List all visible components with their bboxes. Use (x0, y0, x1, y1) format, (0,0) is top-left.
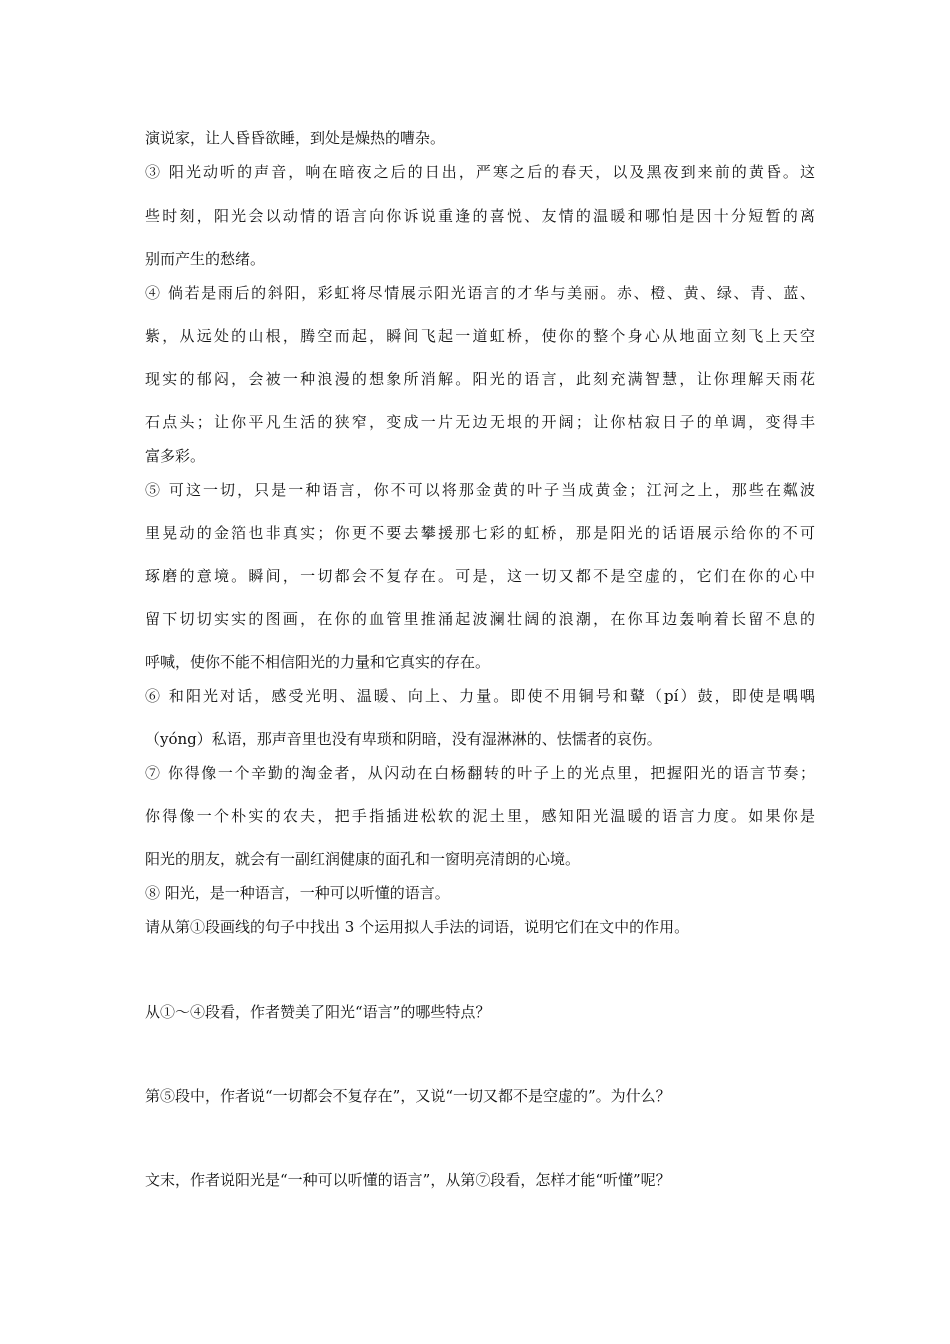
text-line: 紫，从远处的山根，腾空而起，瞬间飞起一道虹桥，使你的整个身心从地面立刻飞上天空 (145, 327, 815, 345)
text-line: 呼喊，使你不能不相信阳光的力量和它真实的存在。 (145, 653, 491, 671)
text-line: ⑦ 你得像一个辛勤的淘金者，从闪动在白杨翻转的叶子上的光点里，把握阳光的语言节奏； (145, 764, 815, 782)
text-line: 富多彩。 (145, 447, 206, 465)
text-line: 现实的郁闷，会被一种浪漫的想象所消解。阳光的语言，此刻充满智慧，让你理解天雨花 (145, 370, 815, 388)
text-line: 琢磨的意境。瞬间，一切都会不复存在。可是，这一切又都不是空虚的，它们在你的心中 (145, 567, 815, 585)
text-line: 别而产生的愁绪。 (145, 250, 266, 268)
text-line: 里晃动的金箔也非真实；你更不要去攀援那七彩的虹桥，那是阳光的话语展示给你的不可 (145, 524, 815, 542)
text-line: 阳光的朋友，就会有一副红润健康的面孔和一窗明亮清朗的心境。 (145, 850, 581, 868)
question-text: 请从第①段画线的句子中找出 3 个运用拟人手法的词语，说明它们在文中的作用。 (145, 918, 690, 936)
text-line: 演说家，让人昏昏欲睡，到处是燥热的嘈杂。 (145, 129, 446, 147)
text-line: ③ 阳光动听的声音，响在暗夜之后的日出，严寒之后的春天，以及黑夜到来前的黄昏。这 (145, 163, 815, 181)
text-line: 留下切切实实的图画，在你的血管里推涌起波澜壮阔的浪潮，在你耳边轰响着长留不息的 (145, 610, 815, 628)
question-text: 文末，作者说阳光是“一种可以听懂的语言”，从第⑦段看，怎样才能“听懂”呢？ (145, 1171, 671, 1189)
text-line: （yóng）私语，那声音里也没有卑琐和阴暗，没有湿淋淋的、怯懦者的哀伤。 (145, 730, 662, 748)
text-line: ⑥ 和阳光对话，感受光明、温暖、向上、力量。即使不用铜号和鼙（pí）鼓，即使是喁喁 (145, 687, 815, 705)
text-line: ⑧ 阳光，是一种语言，一种可以听懂的语言。 (145, 884, 450, 902)
text-line: 石点头；让你平凡生活的狭窄，变成一片无边无垠的开阔；让你枯寂日子的单调，变得丰 (145, 413, 815, 431)
question-text: 第⑤段中，作者说“一切都会不复存在”，又说“一切又都不是空虚的”。为什么？ (145, 1087, 671, 1105)
text-line: 些时刻，阳光会以动情的语言向你诉说重逢的喜悦、友情的温暖和哪怕是因十分短暂的离 (145, 207, 815, 225)
text-line: ⑤ 可这一切，只是一种语言，你不可以将那金黄的叶子当成黄金；江河之上，那些在粼波 (145, 481, 815, 499)
text-line: ④ 倘若是雨后的斜阳，彩虹将尽情展示阳光语言的才华与美丽。赤、橙、黄、绿、青、蓝、 (145, 284, 815, 302)
text-line: 你得像一个朴实的农夫，把手指插进松软的泥土里，感知阳光温暖的语言力度。如果你是 (145, 807, 815, 825)
question-text: 从①～④段看，作者赞美了阳光“语言”的哪些特点？ (145, 1003, 491, 1021)
